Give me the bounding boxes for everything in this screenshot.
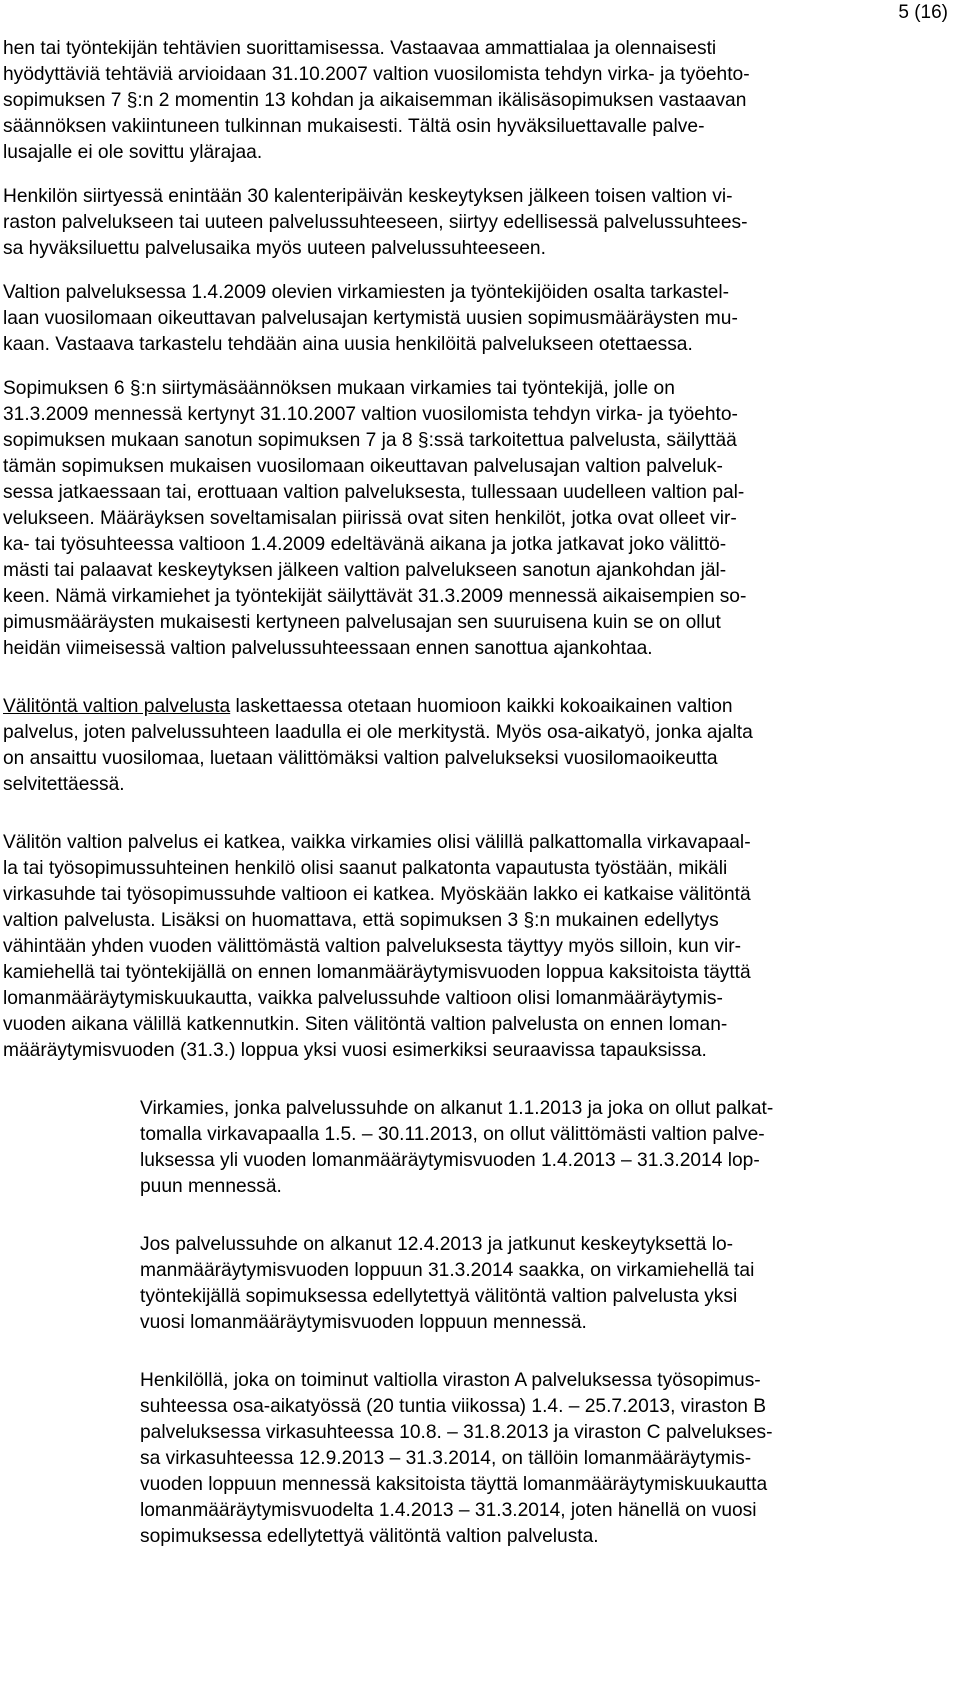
text-line: tomalla virkavapaalla 1.5. – 30.11.2013, on ollut välittömästi valtion palve- [140, 1124, 765, 1145]
text-line: velukseen. Määräyksen soveltamisalan piirissä ovat siten henkilöt, jotka ovat olleet vir- [3, 508, 737, 529]
text-line: mästi tai palaavat keskeytyksen jälkeen valtion palvelukseen sanotun ajankohdan jäl- [3, 560, 727, 581]
text-line: Valtion palveluksessa 1.4.2009 olevien virkamiesten ja työntekijöiden osalta tarkastel- [3, 282, 729, 303]
text-line: Sopimuksen 6 §:n siirtymäsäännöksen mukaan virkamies tai työntekijä, jolle on [3, 378, 675, 399]
text-line: Jos palvelussuhde on alkanut 12.4.2013 ja jatkunut keskeytyksettä lo- [140, 1234, 734, 1255]
text-line: tämän sopimuksen mukaisen vuosilomaan oikeuttavan palvelusajan valtion palveluk- [3, 456, 723, 477]
text-line: suhteessa osa-aikatyössä (20 tuntia viikossa) 1.4. – 25.7.2013, viraston B [140, 1396, 767, 1417]
text-line: laan vuosilomaan oikeuttavan palvelusajan kertymistä uusien sopimusmääräysten mu- [3, 308, 738, 329]
text-line: la tai työsopimussuhteinen henkilö olisi saanut palkatonta vapautusta työstään, mikäli [3, 858, 728, 879]
page-number: 5 (16) [898, 2, 948, 23]
text-line: hyödyttäviä tehtäviä arvioidaan 31.10.2007 valtion vuosilomista tehdyn virka- ja työehto- [3, 64, 750, 85]
underlined-term: Välitöntä valtion palvelusta [3, 696, 231, 717]
example-paragraph [140, 1368, 890, 1550]
text-line: vuoden loppuun mennessä kaksitoista täyttä lomanmääräytymiskuukautta [140, 1474, 768, 1495]
text-line: ka- tai työsuhteessa valtioon 1.4.2009 edeltävänä aikana ja jotka jatkavat joko välittö- [3, 534, 727, 555]
text-line: lomanmääräytymiskuukautta, vaikka palvelussuhde valtioon olisi lomanmääräytymis- [3, 988, 723, 1009]
text-line: palvelus, joten palvelussuhteen laadulla ei ole merkitystä. Myös osa-aikatyö, jonka ajalta [3, 722, 753, 743]
text-line: pimusmääräysten mukaisesti kertyneen palvelusajan sen suuruisena kuin se on ollut [3, 612, 721, 633]
example-paragraph [140, 1096, 890, 1200]
text-line: sopimuksen 7 §:n 2 momentin 13 kohdan ja aikaisemman ikälisäsopimuksen vastaavan [3, 90, 747, 111]
text-line: on ansaittu vuosilomaa, luetaan välittömäksi valtion palvelukseksi vuosilomaoikeutta [3, 748, 718, 769]
paragraph-transfer [3, 184, 893, 262]
text-line: manmääräytymisvuoden loppuun 31.3.2014 saakka, on virkamiehellä tai [140, 1260, 755, 1281]
text-line: vuoden aikana välillä katkennutkin. Siten välitöntä valtion palvelusta on ennen loman- [3, 1014, 728, 1035]
text-line: virkasuhde tai työsopimussuhde valtioon ei katkea. Myöskään lakko ei katkaise välitöntä [3, 884, 751, 905]
text-line: vähintään yhden vuoden välittömästä valtion palveluksesta täyttyy myös silloin, kun vir- [3, 936, 742, 957]
text-line: työntekijällä sopimuksessa edellytettyä välitöntä valtion palvelusta yksi [140, 1286, 738, 1307]
paragraph-direct-service [3, 694, 893, 798]
text-line: luksessa yli vuoden lomanmääräytymisvuoden 1.4.2013 – 31.3.2014 lop- [140, 1150, 760, 1171]
paragraph-review-2009 [3, 280, 893, 358]
text-line: Välitön valtion palvelus ei katkea, vaikka virkamies olisi välillä palkattomalla virkavapaal- [3, 832, 751, 853]
text-line: sopimuksen mukaan sanotun sopimuksen 7 ja 8 §:ssä tarkoitettua palvelusta, säilyttää [3, 430, 737, 451]
example-paragraph [140, 1232, 890, 1336]
document-body [3, 36, 893, 1568]
text-line: heidän viimeisessä valtion palvelussuhteessaan ennen sanottua ajankohtaa. [3, 638, 653, 659]
text-line: säännöksen vakiintuneen tulkinnan mukaisesti. Tältä osin hyväksiluettavalle palve- [3, 116, 705, 137]
text-line: lomanmääräytymisvuodelta 1.4.2013 – 31.3.2014, joten hänellä on vuosi [140, 1500, 757, 1521]
text-line: kaan. Vastaava tarkastelu tehdään aina uusia henkilöitä palvelukseen otettaessa. [3, 334, 693, 355]
text-line: hen tai työntekijän tehtävien suorittamisessa. Vastaavaa ammattialaa ja olennaisesti [3, 38, 717, 59]
text-line: Henkilöllä, joka on toiminut valtiolla viraston A palveluksessa työsopimus- [140, 1370, 761, 1391]
text-line: lusajalle ei ole sovittu ylärajaa. [3, 142, 263, 163]
text-line: puun mennessä. [140, 1176, 282, 1197]
text-line: vuosi lomanmääräytymisvuoden loppuun mennessä. [140, 1312, 587, 1333]
text-line [3, 694, 893, 720]
paragraph-transition-provision [3, 376, 893, 662]
text-line: keen. Nämä virkamiehet ja työntekijät säilyttävät 31.3.2009 mennessä aikaisempien so- [3, 586, 747, 607]
text-line: Virkamies, jonka palvelussuhde on alkanut 1.1.2013 ja joka on ollut palkat- [140, 1098, 774, 1119]
text-line: selvitettäessä. [3, 774, 125, 795]
text-line: määräytymisvuoden (31.3.) loppua yksi vuosi esimerkiksi seuraavissa tapauksissa. [3, 1040, 707, 1061]
text-line: kamiehellä tai työntekijällä on ennen lomanmääräytymisvuoden loppua kaksitoista täyttä [3, 962, 751, 983]
text-line: palveluksessa virkasuhteessa 10.8. – 31.8.2013 ja viraston C palvelukses- [140, 1422, 773, 1443]
text-line: 31.3.2009 mennessä kertynyt 31.10.2007 valtion vuosilomista tehdyn virka- ja työehto- [3, 404, 738, 425]
text-line: Henkilön siirtyessä enintään 30 kalenteripäivän keskeytyksen jälkeen toisen valtion vi- [3, 186, 733, 207]
paragraph-service-time-evaluation [3, 36, 893, 166]
text-line: sessa jatkaessaan tai, erottuaan valtion palveluksesta, tullessaan uudelleen valtion pal- [3, 482, 745, 503]
text-fragment: laskettaessa otetaan huomioon kaikki kokoaikainen valtion [230, 696, 733, 717]
text-line: sopimuksessa edellytettyä välitöntä valtion palvelusta. [140, 1526, 599, 1547]
paragraph-no-interruption [3, 830, 893, 1064]
text-line: sa hyväksiluettu palvelusaika myös uuteen palvelussuhteeseen. [3, 238, 546, 259]
text-line: sa virkasuhteessa 12.9.2013 – 31.3.2014, on tällöin lomanmääräytymis- [140, 1448, 752, 1469]
text-line: valtion palvelusta. Lisäksi on huomattava, että sopimuksen 3 §:n mukainen edellytys [3, 910, 719, 931]
text-line: raston palvelukseen tai uuteen palvelussuhteeseen, siirtyy edellisessä palvelussuhtees- [3, 212, 748, 233]
